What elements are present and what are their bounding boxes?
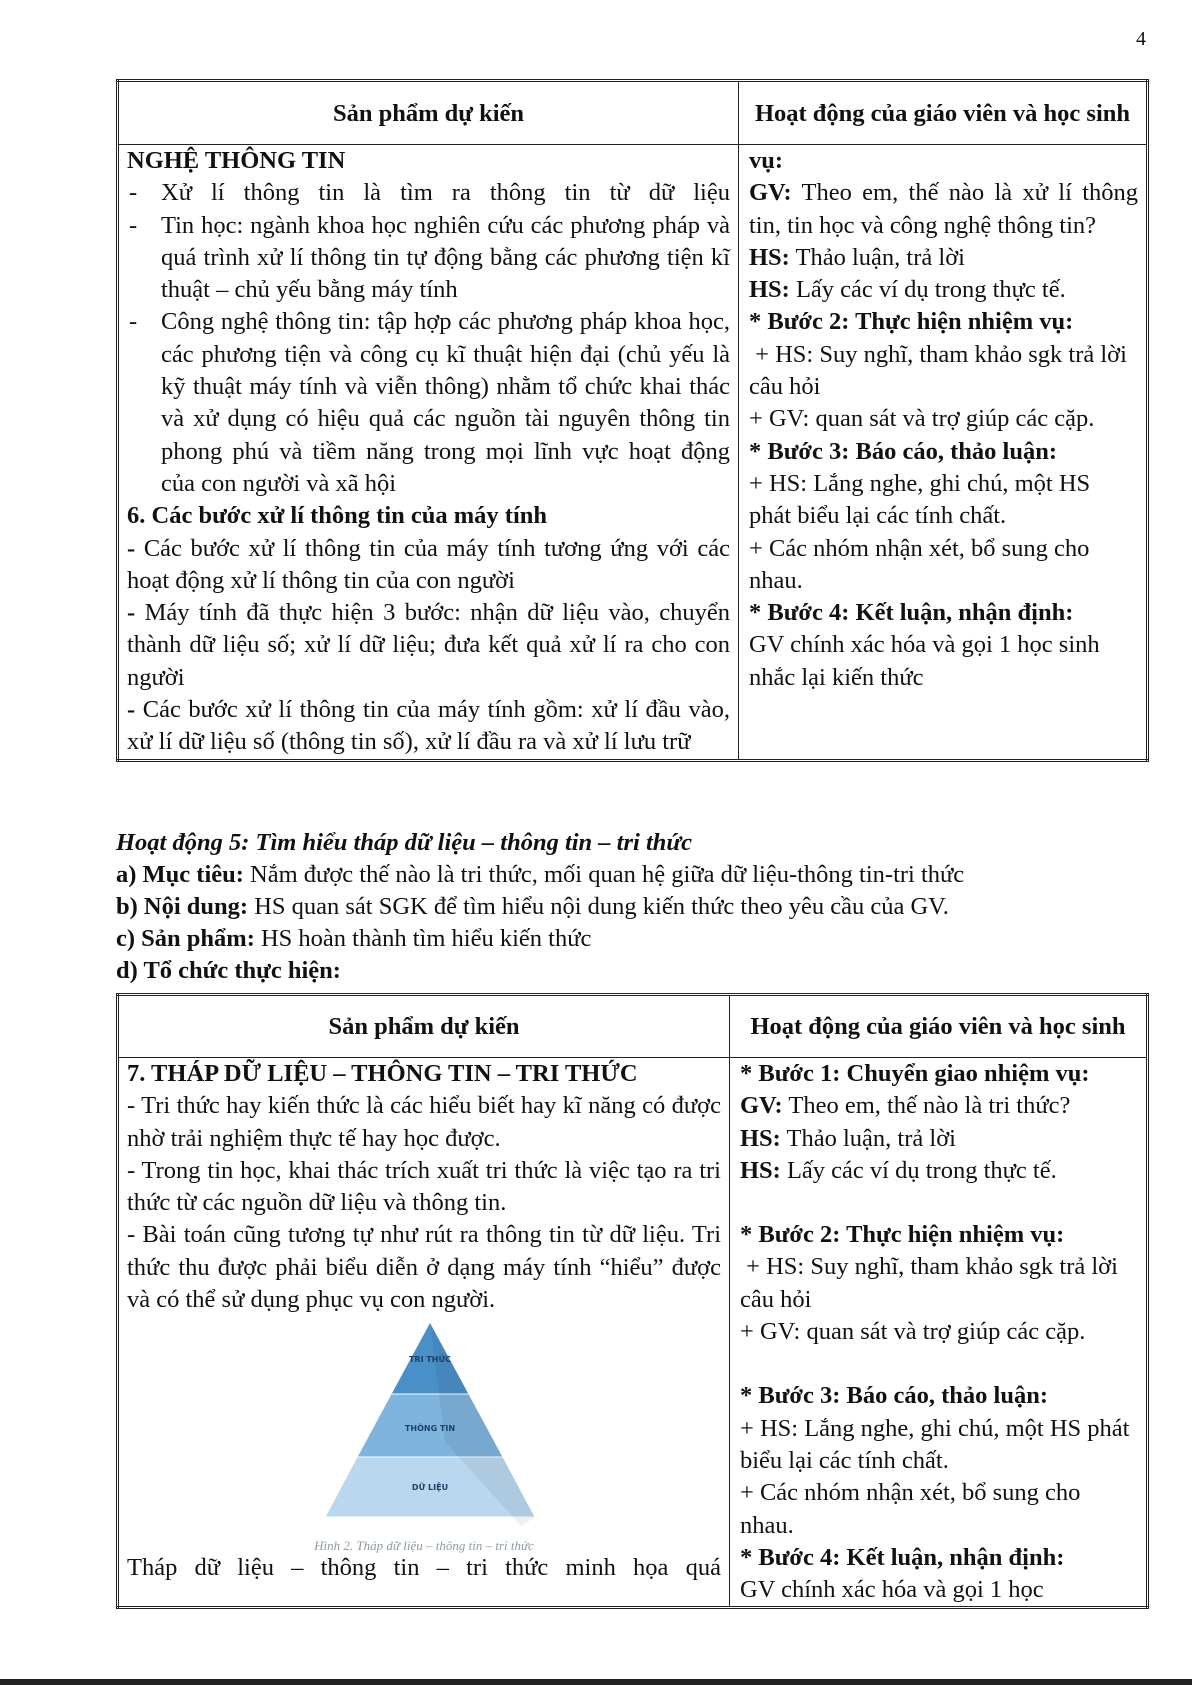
paragraph: - Các bước xử lí thông tin của máy tính tương ứng với các hoạt động xử lí thông tin của con người [127,534,730,594]
lesson-table-1 [116,79,1149,762]
activity-block [116,827,1149,987]
table2-header-left: Sản phẩm dự kiến [118,995,730,1058]
table2-header-right: Hoạt động của giáo viên và học sinh [730,995,1148,1058]
step-2-text: + GV: quan sát và trợ giúp các cặp. [740,1318,1086,1346]
section-title: 6. Các bước xử lí thông tin của máy tính [127,502,548,530]
step-3-text: + Các nhóm nhận xét, bổ sung cho nhau. [740,1479,1081,1539]
section-heading: 7. THÁP DỮ LIỆU – THÔNG TIN – TRI THỨC [127,1060,638,1087]
step-3-title: * Bước 3: Báo cáo, thảo luận: [740,1382,1048,1410]
hs-answer: HS: Thảo luận, trả lời [740,1124,956,1152]
activity-title: Hoạt động 5: Tìm hiểu tháp dữ liệu – thông tin – tri thức [116,829,692,856]
page-bottom-rule [0,1679,1192,1685]
table1-right-cell [739,145,1148,761]
step-2-title: * Bước 2: Thực hiện nhiệm vụ: [740,1221,1065,1249]
figure-caption: Hình 2. Tháp dữ liệu – thông tin – tri thức [314,1538,534,1554]
objective-line: a) Mục tiêu: Nắm được thế nào là tri thức, mối quan hệ giữa dữ liệu-thông tin-tri thức [116,861,965,888]
paragraph: Tháp dữ liệu – thông tin – tri thức minh họa quá [127,1554,721,1582]
step-1-title: * Bước 1: Chuyển giao nhiệm vụ: [740,1060,1090,1087]
content-line: b) Nội dung: HS quan sát SGK để tìm hiểu nội dung kiến thức theo yêu cầu của GV. [116,893,949,920]
table1-header-right: Hoạt động của giáo viên và học sinh [739,81,1148,145]
bullet-item: - Công nghệ thông tin: tập hợp các phương pháp khoa học, các phương tiện và công cụ kĩ thuật hiện đại (chủ yếu là kỹ thuật máy tính và viễn thông) nhằm tổ chức khai thác và xử dụng có hiệu quả các nguồn tài nguyên thông tin phong phú và tiềm năng trong mọi lĩnh vực hoạt động của con người và xã hội [129,308,730,497]
paragraph: - Trong tin học, khai thác trích xuất tri thức là việc tạo ra tri thức từ các nguồn dữ liệu và thông tin. [127,1156,721,1217]
step-2-text: + GV: quan sát và trợ giúp các cặp. [749,405,1095,433]
table2-right-cell [730,1058,1148,1608]
pyramid-top-label: TRI THỨC [408,1355,452,1365]
step-3-text: + HS: Lắng nghe, ghi chú, một HS phát biểu lại các tính chất. [749,469,1091,530]
page-number: 4 [1136,28,1146,50]
step-4-title: * Bước 4: Kết luận, nhận định: [749,599,1074,627]
product-line: c) Sản phẩm: HS hoàn thành tìm hiểu kiến thức [116,925,592,952]
step-2-title: * Bước 2: Thực hiện nhiệm vụ: [749,308,1074,336]
pyramid-figure [127,1316,721,1552]
hs-answer: HS: Thảo luận, trả lời [749,243,965,271]
paragraph: - Tri thức hay kiến thức là các hiểu biết hay kĩ năng có được nhờ trải nghiệm thực tế hay học được. [127,1092,721,1152]
step-4-text: GV chính xác hóa và gọi 1 học sinh nhắc lại kiến thức [749,631,1100,691]
step-3-title: * Bước 3: Báo cáo, thảo luận: [749,437,1057,465]
bullet-item: - Tin học: ngành khoa học nghiên cứu các phương pháp và quá trình xử lí thông tin tự động bằng các phương tiện kĩ thuật – chủ yếu bằng máy tính [129,211,730,304]
section-heading: NGHỆ THÔNG TIN [127,147,346,174]
table2-left-cell [118,1058,730,1608]
pyramid-middle-label: THÔNG TIN [404,1424,456,1434]
step-3-text: + HS: Lắng nghe, ghi chú, một HS phát biểu lại các tính chất. [740,1414,1130,1474]
paragraph: - Bài toán cũng tương tự như rút ra thông tin từ dữ liệu. Tri thức thu được phải biểu diễn ở dạng máy tính “hiểu” được và có thể sử dụng phục vụ con người. [127,1221,721,1314]
hs-examples: HS: Lấy các ví dụ trong thực tế. [740,1156,1057,1184]
gv-question: GV: Theo em, thế nào là xử lí thông tin, tin học và công nghệ thông tin? [749,179,1138,239]
bullet-item: - Xử lí thông tin là tìm ra thông tin từ dữ liệu [129,179,730,207]
pyramid-bottom-label: DỮ LIỆU [411,1483,449,1493]
step-2-text: + HS: Suy nghĩ, tham khảo sgk trả lời câu hỏi [740,1253,1125,1313]
step-2-text: + HS: Suy nghĩ, tham khảo sgk trả lời câu hỏi [749,340,1134,401]
paragraph: - Các bước xử lí thông tin của máy tính gồm: xử lí đầu vào, xử lí dữ liệu số (thông tin số), xử lí đầu ra và xử lí lưu trữ [127,696,730,756]
paragraph: - Máy tính đã thực hiện 3 bước: nhận dữ liệu vào, chuyển thành dữ liệu số; xử lí dữ liệu; đưa kết quả xử lí ra cho con người [127,599,730,691]
lesson-table-2 [116,993,1149,1609]
step-4-text: GV chính xác hóa và gọi 1 học [740,1576,1044,1604]
step-continuation: vụ: [749,147,784,174]
gv-question: GV: Theo em, thế nào là tri thức? [740,1092,1071,1120]
step-3-text: + Các nhóm nhận xét, bổ sung cho nhau. [749,534,1090,594]
step-4-title: * Bước 4: Kết luận, nhận định: [740,1543,1065,1571]
table1-left-cell [118,145,739,761]
hs-examples: HS: Lấy các ví dụ trong thực tế. [749,276,1066,304]
pyramid-diagram [325,1322,535,1528]
table1-header-left: Sản phẩm dự kiến [118,81,739,145]
organization-line: d) Tổ chức thực hiện: [116,957,341,984]
